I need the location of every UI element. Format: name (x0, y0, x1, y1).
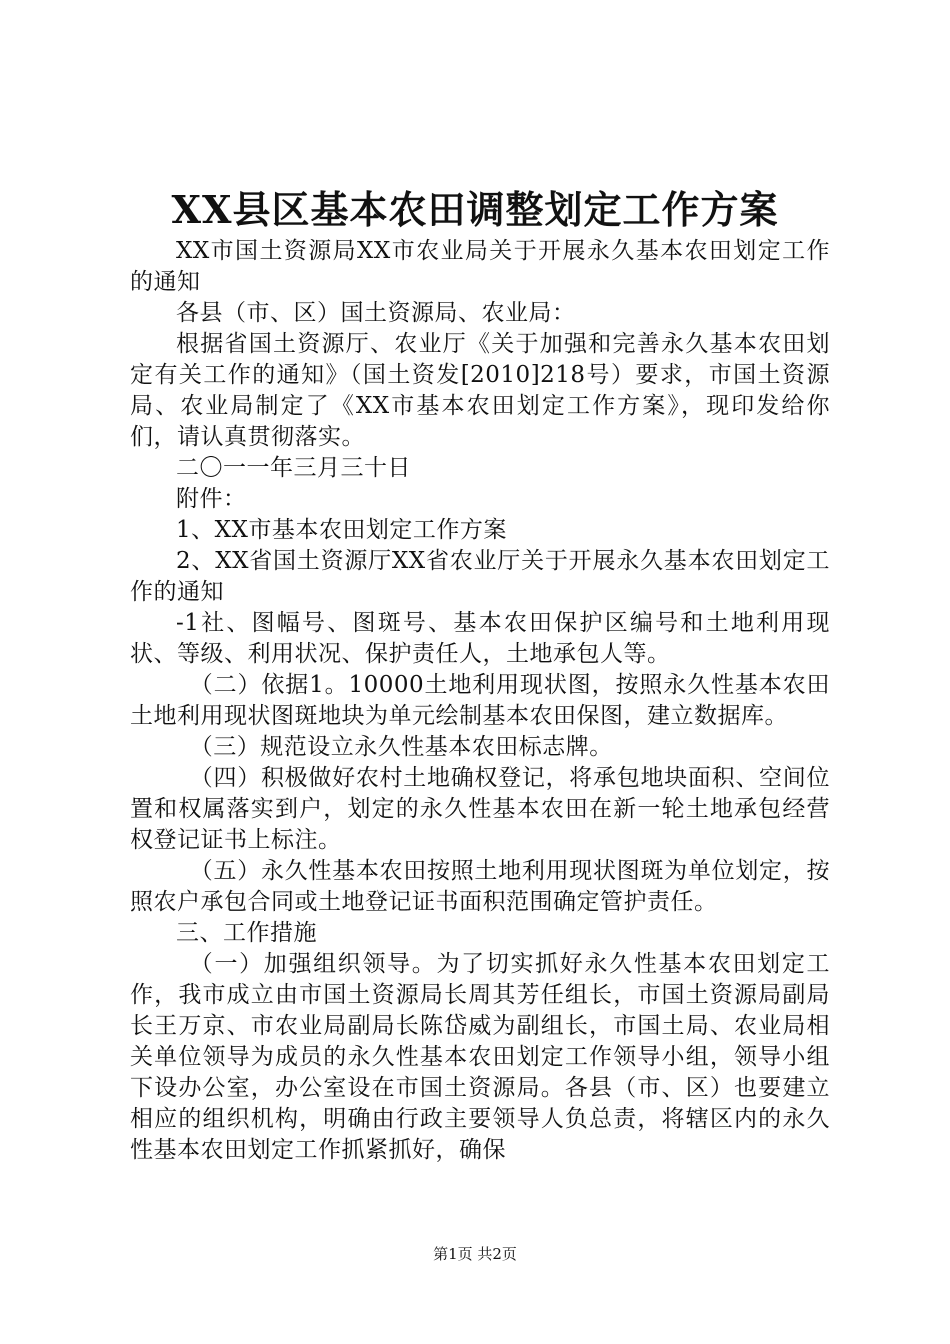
paragraph-measure-1: （一）加强组织领导。为了切实抓好永久性基本农田划定工作，我市成立由市国土资源局长周其芳任组长，市国土资源局副局长王万京、市农业局副局长陈岱威为副组长，市国土局、农业局相关单位领导为成员的永久性基本农田划定工作领导小组，领导小组下设办公室，办公室设在市国土资源局。各县（市、区）也要建立相应的组织机构，明确由行政主要领导人负总责，将辖区内的永久性基本农田划定工作抓紧抓好，确保 (130, 951, 830, 1163)
paragraph-fragment: -1社、图幅号、图斑号、基本农田保护区编号和土地利用现状、等级、利用状况、保护责任人，土地承包人等。 (130, 610, 830, 667)
paragraph-item-3: （三）规范设立永久性基本农田标志牌。 (189, 734, 613, 760)
paragraph-attachment-2: 2、XX省国土资源厅XX省农业厅关于开展永久基本农田划定工作的通知 (130, 548, 830, 605)
paragraph-item-2: （二）依据1。10000土地利用现状图，按照永久性基本农田土地利用现状图斑地块为单元绘制基本农田保图，建立数据库。 (130, 672, 830, 729)
paragraph-item-5: （五）永久性基本农田按照土地利用现状图斑为单位划定，按照农户承包合同或土地登记证书面积范围确定管护责任。 (130, 858, 830, 915)
section-heading-measures: 三、工作措施 (176, 920, 317, 946)
paragraph-item-4: （四）积极做好农村土地确权登记，将承包地块面积、空间位置和权属落实到户，划定的永久性基本农田在新一轮土地承包经营权登记证书上标注。 (130, 765, 830, 853)
paragraph-date: 二〇一一年三月三十日 (176, 455, 411, 481)
paragraph-main-text: 根据省国土资源厅、农业厅《关于加强和完善永久基本农田划定有关工作的通知》（国土资发[2010]218号）要求，市国土资源局、农业局制定了《XX市基本农田划定工作方案》，现印发给你们，请认真贯彻落实。 (130, 331, 830, 450)
paragraph-attachment-1: 1、XX市基本农田划定工作方案 (176, 517, 507, 543)
paragraph-addressee: 各县（市、区）国土资源局、农业局： (176, 300, 576, 326)
page-footer: 第1页 共2页 (433, 1245, 517, 1263)
document-title: XX县区基本农田调整划定工作方案 (171, 187, 779, 232)
paragraph-attachment-heading: 附件： (176, 486, 247, 512)
paragraph-notice-title: XX市国土资源局XX市农业局关于开展永久基本农田划定工作的通知 (130, 238, 830, 295)
document-body (130, 236, 830, 1166)
